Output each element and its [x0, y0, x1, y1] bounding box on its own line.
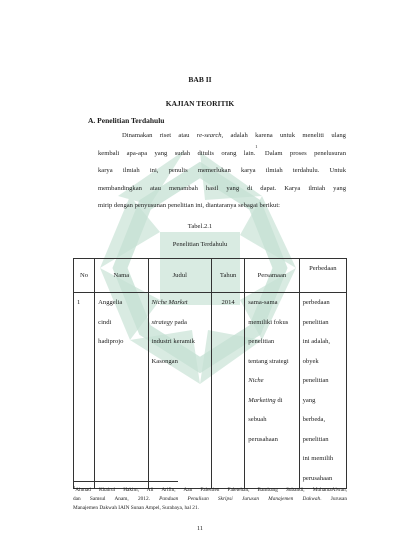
footnote-ref: 1	[255, 143, 258, 149]
paragraph-line: Dinamakan riset atau re-search, adalah karena untuk meneliti ulang	[122, 132, 346, 139]
col-header-tahun: Tahun	[211, 259, 244, 293]
col-header-persamaan: Persamaan	[245, 259, 299, 293]
footnote	[73, 486, 347, 513]
section-heading: A. Penelitian Terdahulu	[88, 116, 165, 125]
footnote-line: $^1$Ahmad Khairul Hakim, Ali Arifin, Aan Falestien Faletehan, Bambang Subandi, MuhamaAlwan,	[73, 485, 347, 493]
intro-paragraph	[98, 127, 346, 215]
paragraph-line: karya ilmiah ini, penulis memerlukan karya ilmiah terdahulu. Untuk	[98, 167, 346, 174]
col-header-perbedaan: Perbedaan	[299, 259, 346, 293]
cell-perbedaan: perbedaan penelitian ini adalah, obyek penelitian yang berbeda, penelitian ini memilih perusahaan	[299, 293, 346, 489]
cell-nama: Anggelia cindi hadiprojo	[95, 293, 148, 489]
col-header-judul: Judul	[148, 259, 211, 293]
page-number: 11	[197, 525, 203, 532]
footnote-separator	[73, 481, 178, 482]
cell-no: 1	[74, 293, 95, 489]
footnote-line: Manajemen Dakwah IAIN Sunan Ampel, Surabaya, hal 21.	[73, 505, 199, 511]
paragraph-line: membandingkan atau menambah hasil yang di dapat. Karya ilmiah yang	[98, 184, 346, 192]
chapter-title: KAJIAN TEORITIK	[165, 99, 235, 108]
footnote-line: dan Samsul Anam, 2012. Panduan Penulisan Skripsi Jurusan Manajemen Dakwah. Jurusan	[73, 496, 347, 502]
table-label: Tabel.2.1	[187, 223, 213, 230]
col-header-nama: Nama	[95, 259, 148, 293]
cell-judul: Niche Market strategy pada industri keramik Kasongan	[148, 293, 211, 489]
cell-persamaan: sama-sama memiliki fokus penelitian tentang strategi Niche Marketing di sebuah perusahaan	[245, 293, 299, 489]
chapter-number: BAB II	[188, 75, 212, 84]
footnote-marker: 1	[73, 485, 76, 490]
paragraph-line: mirip dengan penyusunan penelitian ini, diantaranya sebagai berikut:	[98, 202, 281, 209]
research-table	[73, 258, 347, 489]
col-header-no: No	[74, 259, 95, 293]
paragraph-line: kembali apa-apa yang sudah ditulis orang lain.$^1$ Dalam proses penelusuran	[98, 143, 346, 157]
table-caption: Penelitian Terdahulu	[172, 241, 228, 248]
table-row	[74, 293, 347, 489]
table-header-row	[74, 259, 347, 293]
cell-tahun: 2014	[211, 293, 244, 489]
